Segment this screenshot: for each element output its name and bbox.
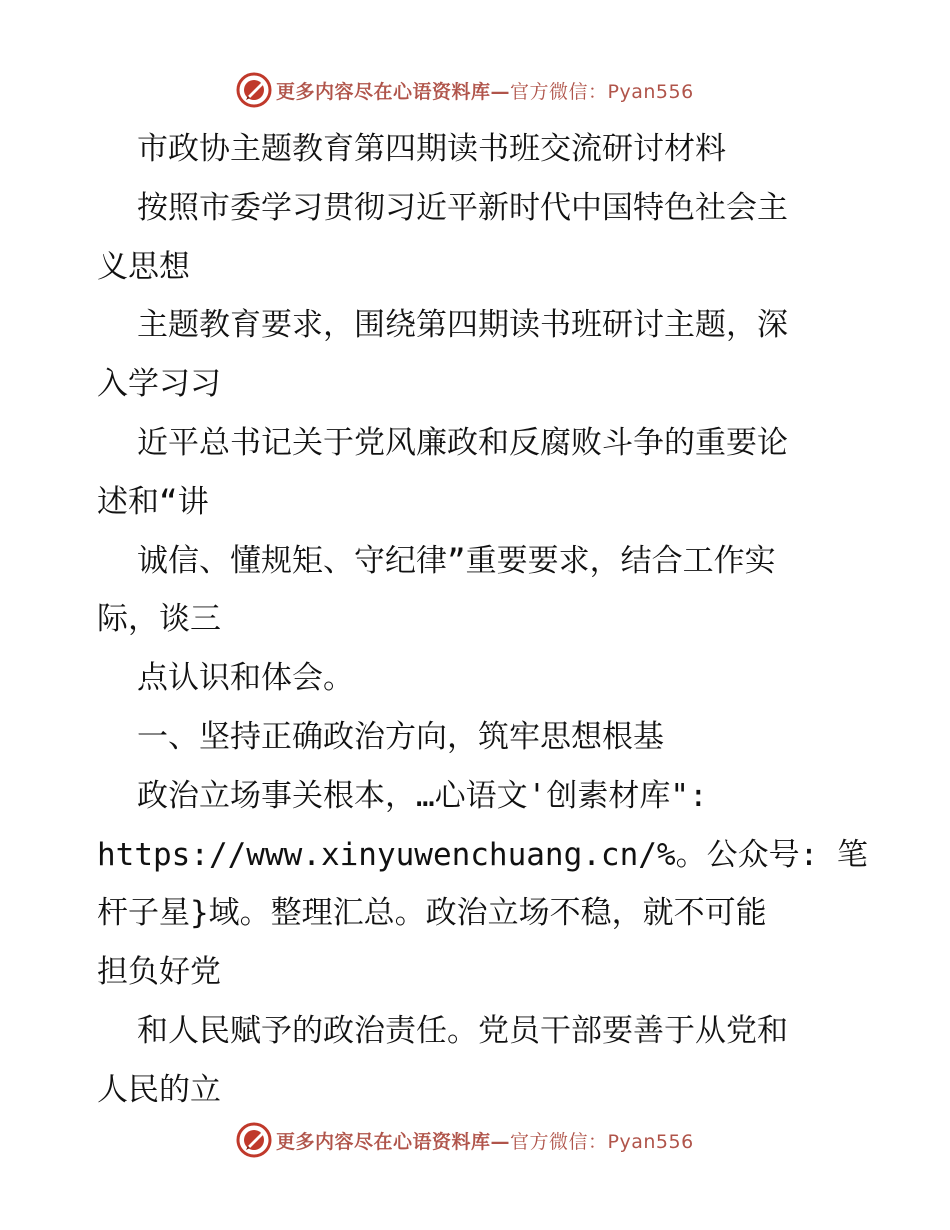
paragraph-line: 入学习习 [97,366,221,403]
paragraph-line: 人民的立 [97,1071,221,1108]
document-body [97,120,868,1120]
paragraph-line: 近平总书记关于党风廉政和反腐败斗争的重要论 [137,424,788,461]
paragraph-line: 和人民赋予的政治责任。党员干部要善于从党和 [137,1012,788,1049]
paragraph-line: 政治立场事关根本，…心语文'创素材库": [137,777,708,814]
section-heading: 一、坚持正确政治方向，筑牢思想根基 [137,718,664,755]
banner-wechat-text: 官方微信：Pyan556 [510,80,694,103]
banner-text [276,77,694,104]
banner-wechat-text: 官方微信：Pyan556 [510,1130,694,1153]
banner-main-text: 更多内容尽在心语资料库 [276,80,491,103]
paragraph-line: 按照市委学习贯彻习近平新时代中国特色社会主 [137,189,788,226]
paragraph-line: 诚信、懂规矩、守纪律”重要要求，结合工作实 [137,542,776,579]
pen-logo-icon [236,1122,272,1158]
banner-text [276,1127,694,1154]
paragraph-line: 主题教育要求，围绕第四期读书班研讨主题，深 [137,307,788,344]
paragraph-line: https://www.xinyuwenchuang.cn/%。公众号: 笔 [97,836,868,873]
banner-dash: — [490,80,511,103]
paragraph-line: 杆子星}域。整理汇总。政治立场不稳，就不可能 [97,895,767,932]
banner-dash: — [490,1130,511,1153]
footer-banner [236,1120,716,1160]
document-title: 市政协主题教育第四期读书班交流研讨材料 [137,131,726,167]
banner-main-text: 更多内容尽在心语资料库 [276,1130,491,1153]
pen-logo-icon [236,72,272,108]
paragraph-line: 担负好党 [97,954,221,991]
paragraph-line: 义思想 [97,248,190,285]
header-banner [236,70,716,110]
paragraph-line: 述和“讲 [97,483,209,520]
paragraph-line: 点认识和体会。 [137,660,354,697]
paragraph-line: 际，谈三 [97,601,221,638]
